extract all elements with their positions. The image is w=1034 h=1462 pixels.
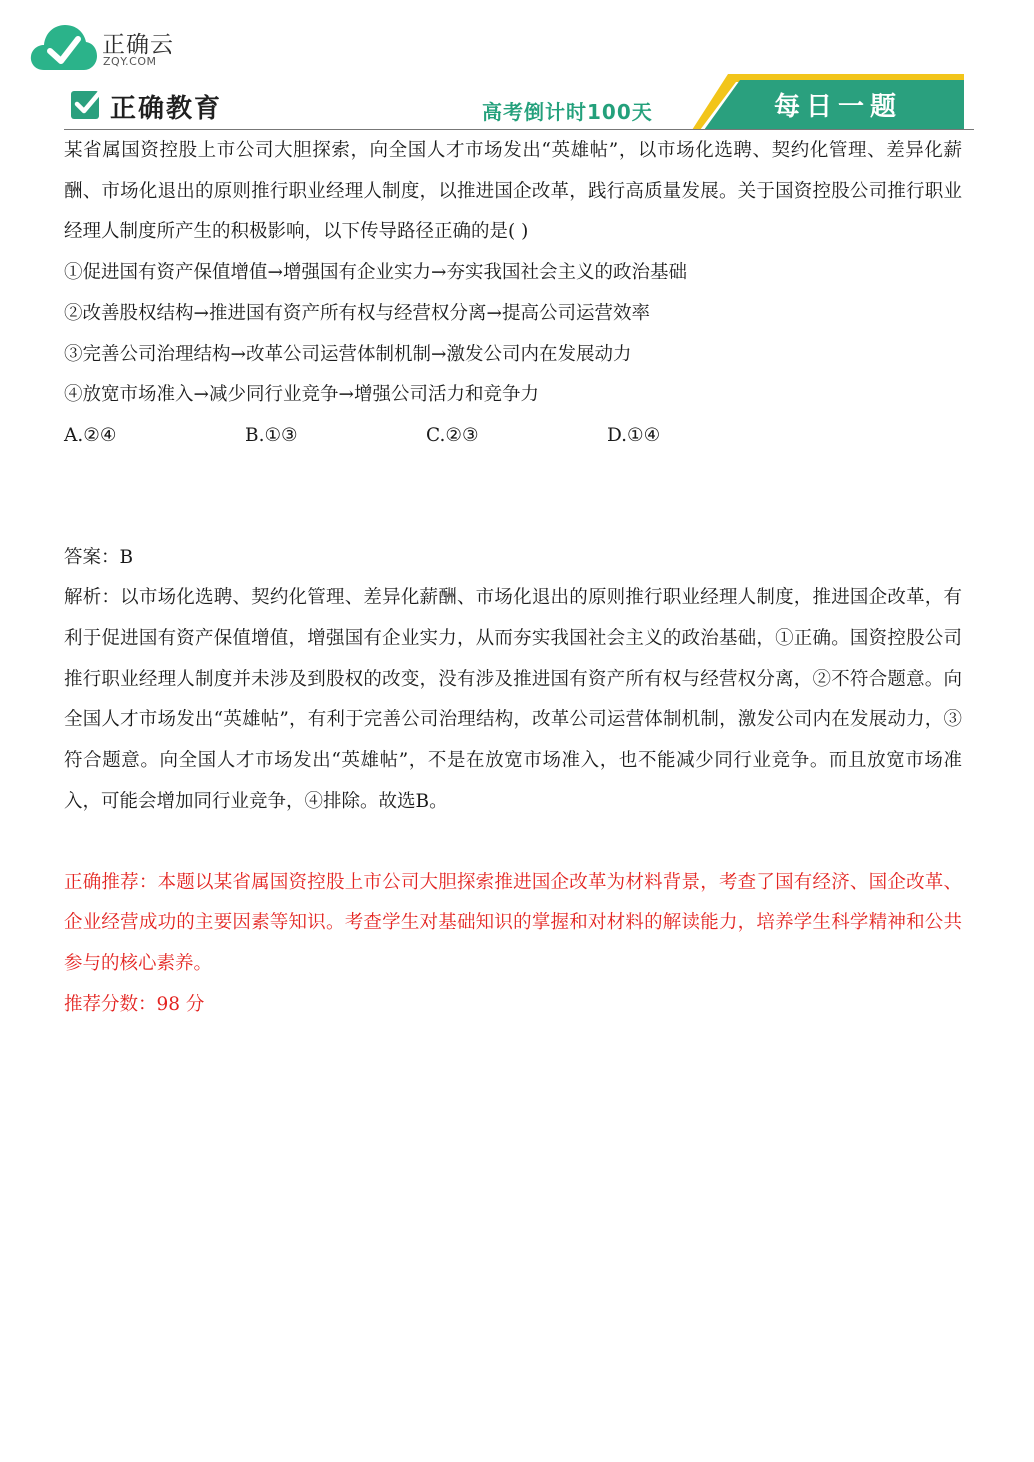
- answer-text: 答案：B: [64, 546, 134, 568]
- answer-options: [64, 416, 962, 457]
- brand-logo: [30, 20, 190, 74]
- spacer: [64, 457, 962, 538]
- daily-question-label: 每日一题: [774, 92, 903, 122]
- spacer: [64, 823, 962, 863]
- edu-title: 正确教育: [110, 94, 223, 124]
- option-b: B.①③: [245, 424, 298, 446]
- header-divider: [64, 129, 974, 130]
- statement-4: ④放宽市场准入→减少同行业竞争→增强公司活力和竞争力: [64, 384, 540, 406]
- brand-name: 正确云: [102, 32, 174, 58]
- statement-1: ①促进国有资产保值增值→增强国有企业实力→夯实我国社会主义的政治基础: [64, 262, 688, 284]
- option-d: D.①④: [607, 424, 661, 446]
- statement-2: ②改善股权结构→推进国有资产所有权与经营权分离→提高公司运营效率: [64, 302, 651, 324]
- document-body: [64, 131, 962, 1025]
- option-a: A.②④: [64, 424, 117, 446]
- countdown-text: 高考倒计时100天: [482, 100, 653, 124]
- recommend-text: 正确推荐：本题以某省属国资控股上市公司大胆探索推进国企改革为材料背景，考查了国有经济、国企改革、企业经营成功的主要因素等知识。考查学生对基础知识的掌握和对材料的解读能力，培养学生科学精神和公共参与的核心素养。: [64, 871, 962, 974]
- recommend-score: 推荐分数：98 分: [64, 993, 205, 1015]
- statement-3: ③完善公司治理结构→改革公司运营体制机制→激发公司内在发展动力: [64, 343, 632, 365]
- cloud-check-icon: [30, 20, 98, 72]
- checkbox-icon: [70, 88, 104, 120]
- question-stem: 某省属国资控股上市公司大胆探索，向全国人才市场发出“英雄帖”，以市场化选聘、契约化管理、差异化薪酬、市场化退出的原则推行职业经理人制度，以推进国企改革，践行高质量发展。关于国资控股公司推行职业经理人制度所产生的积极影响，以下传导路径正确的是( ): [64, 140, 962, 243]
- analysis-text: 解析：以市场化选聘、契约化管理、差异化薪酬、市场化退出的原则推行职业经理人制度，推进国企改革，有利于促进国有资产保值增值，增强国有企业实力，从而夯实我国社会主义的政治基础，①正确。国资控股公司推行职业经理人制度并未涉及到股权的改变，没有涉及推进国有资产所有权与经营权分离，②不符合题意。向全国人才市场发出“英雄帖”，有利于完善公司治理结构，改革公司运营体制机制，激发公司内在发展动力，③符合题意。向全国人才市场发出“英雄帖”，不是在放宽市场准入，也不能减少同行业竞争。而且放宽市场准入，可能会增加同行业竞争，④排除。故选B。: [64, 587, 962, 812]
- option-c: C.②③: [426, 424, 479, 446]
- header-banner: [64, 74, 974, 132]
- brand-url: ZQY.COM: [103, 55, 157, 68]
